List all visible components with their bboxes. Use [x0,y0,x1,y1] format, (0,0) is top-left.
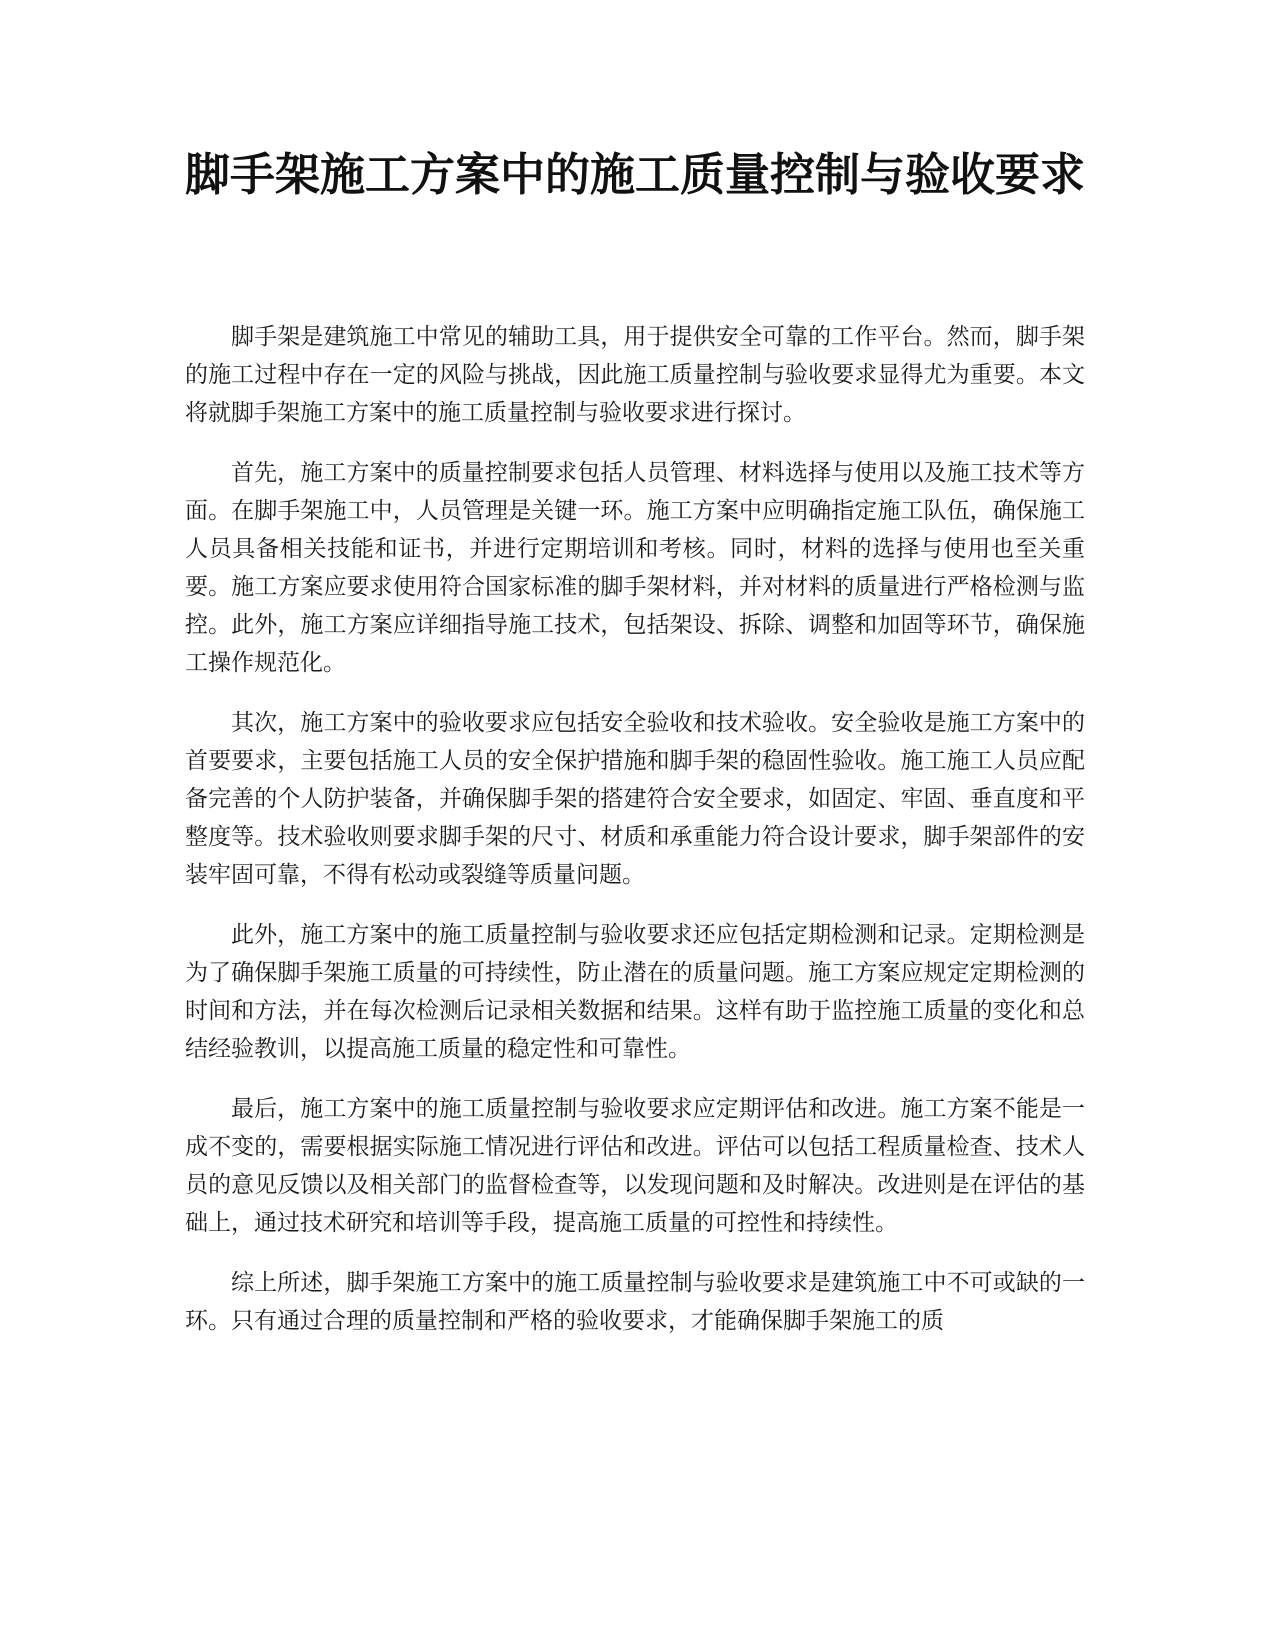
paragraph-quality-control: 首先，施工方案中的质量控制要求包括人员管理、材料选择与使用以及施工技术等方面。在脚手架施工中，人员管理是关键一环。施工方案中应明确指定施工队伍，确保施工人员具备相关技能和证书，并进行定期培训和考核。同时，材料的选择与使用也至关重要。施工方案应要求使用符合国家标准的脚手架材料，并对材料的质量进行严格检测与监控。此外，施工方案应详细指导施工技术，包括架设、拆除、调整和加固等环节，确保施工操作规范化。 [185,460,1085,676]
paragraph-intro: 脚手架是建筑施工中常见的辅助工具，用于提供安全可靠的工作平台。然而，脚手架的施工过程中存在一定的风险与挑战，因此施工质量控制与验收要求显得尤为重要。本文将就脚手架施工方案中的施工质量控制与验收要求进行探讨。 [185,324,1085,426]
document-title: 脚手架施工方案中的施工质量控制与验收要求 [185,148,1086,201]
paragraph-evaluation-improvement: 最后，施工方案中的施工质量控制与验收要求应定期评估和改进。施工方案不能是一成不变的，需要根据实际施工情况进行评估和改进。评估可以包括工程质量检查、技术人员的意见反馈以及相关部门的监督检查等，以发现问题和及时解决。改进则是在评估的基础上，通过技术研究和培训等手段，提高施工质量的可控性和持续性。 [185,1096,1085,1236]
paragraph-acceptance: 其次，施工方案中的验收要求应包括安全验收和技术验收。安全验收是施工方案中的首要要求，主要包括施工人员的安全保护措施和脚手架的稳固性验收。施工施工人员应配备完善的个人防护装备，并确保脚手架的搭建符合安全要求，如固定、牢固、垂直度和平整度等。技术验收则要求脚手架的尺寸、材质和承重能力符合设计要求，脚手架部件的安装牢固可靠，不得有松动或裂缝等质量问题。 [185,710,1085,888]
paragraph-conclusion: 综上所述，脚手架施工方案中的施工质量控制与验收要求是建筑施工中不可或缺的一环。只有通过合理的质量控制和严格的验收要求，才能确保脚手架施工的质 [185,1270,1085,1334]
document-body [185,318,1085,1362]
paragraph-inspection-records: 此外，施工方案中的施工质量控制与验收要求还应包括定期检测和记录。定期检测是为了确保脚手架施工质量的可持续性，防止潜在的质量问题。施工方案应规定定期检测的时间和方法，并在每次检测后记录相关数据和结果。这样有助于监控施工质量的变化和总结经验教训，以提高施工质量的稳定性和可靠性。 [185,922,1085,1062]
